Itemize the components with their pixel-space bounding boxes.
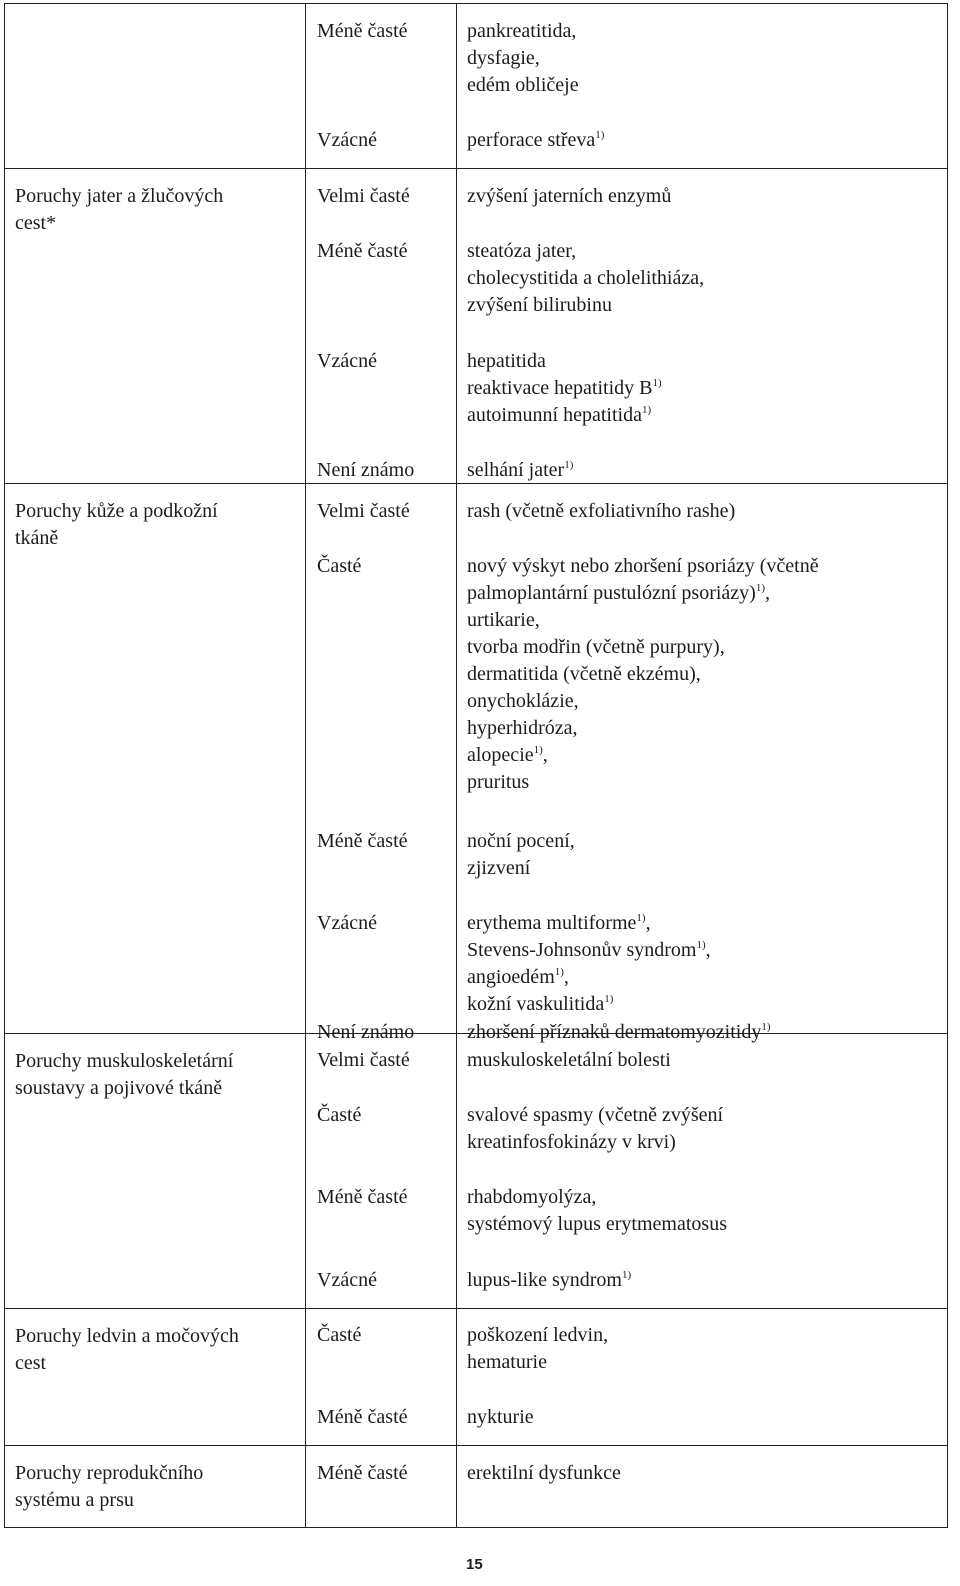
- reaction-text: pankreatitida,: [467, 20, 577, 42]
- frequency-label: Velmi časté: [317, 1049, 410, 1071]
- footnote-marker: 1): [622, 1269, 632, 1281]
- reaction-text: systémový lupus erytmematosus: [467, 1213, 727, 1235]
- reaction-text: steatóza jater,: [467, 240, 577, 262]
- reaction-text: kožní vaskulitida: [467, 993, 605, 1015]
- reaction-line: [467, 855, 530, 882]
- reaction-line: [467, 292, 612, 319]
- reaction-line: [467, 828, 575, 855]
- reaction-text: hyperhidróza,: [467, 717, 578, 739]
- reaction-text: zvýšení jaterních enzymů: [467, 185, 672, 207]
- reaction-line: [467, 1019, 771, 1046]
- reaction-text: erektilní dysfunkce: [467, 1462, 621, 1484]
- reaction-line: [467, 18, 576, 45]
- reaction-line: [467, 375, 662, 402]
- category-label: Poruchy ledvin a močových: [15, 1325, 239, 1347]
- punctuation: ,: [542, 744, 548, 766]
- table-column-border: [947, 3, 948, 1527]
- reaction-line: [467, 1102, 723, 1129]
- punctuation: ,: [705, 939, 711, 961]
- category-label: Poruchy muskuloskeletární: [15, 1050, 234, 1072]
- reaction-text: onychoklázie,: [467, 690, 579, 712]
- reaction-line: [467, 183, 671, 210]
- frequency-label: Vzácné: [317, 129, 377, 151]
- reaction-text: reaktivace hepatitidy B: [467, 377, 653, 399]
- reaction-line: [467, 553, 819, 580]
- frequency-label: Časté: [317, 1324, 362, 1346]
- reaction-line: [467, 607, 540, 634]
- frequency-label: Časté: [317, 555, 362, 577]
- reaction-text: selhání jater: [467, 459, 565, 481]
- footnote-marker: 1): [564, 459, 574, 471]
- page-number: 15: [466, 1556, 483, 1573]
- table-column-border: [456, 3, 457, 1527]
- reaction-text: alopecie: [467, 744, 534, 766]
- reaction-line: [467, 1184, 596, 1211]
- reaction-line: [467, 1267, 631, 1294]
- frequency-label: Méně časté: [317, 1462, 408, 1484]
- reaction-text: dermatitida (včetně ekzému),: [467, 663, 701, 685]
- frequency-label: Vzácné: [317, 350, 377, 372]
- frequency-label: Velmi časté: [317, 185, 410, 207]
- category-label: Poruchy reprodukčního: [15, 1462, 204, 1484]
- reaction-line: [467, 964, 569, 991]
- reaction-line: [467, 1322, 608, 1349]
- reaction-text: nykturie: [467, 1406, 534, 1428]
- reaction-text: urtikarie,: [467, 609, 540, 631]
- category-label: systému a prsu: [15, 1489, 134, 1511]
- table-column-border: [4, 3, 5, 1527]
- reaction-text: svalové spasmy (včetně zvýšení: [467, 1104, 724, 1126]
- reaction-text: cholecystitida a cholelithiáza,: [467, 267, 705, 289]
- table-row-border: [4, 1308, 948, 1309]
- reaction-line: [467, 991, 613, 1018]
- reaction-line: [467, 769, 529, 796]
- reaction-text: angioedém: [467, 966, 555, 988]
- reaction-text: Stevens-Johnsonův syndrom: [467, 939, 697, 961]
- reaction-text: muskuloskeletální bolesti: [467, 1049, 671, 1071]
- reaction-line: [467, 498, 735, 525]
- footnote-marker: 1): [755, 582, 765, 594]
- reaction-line: [467, 238, 576, 265]
- reaction-line: [467, 634, 725, 661]
- frequency-label: Časté: [317, 1104, 362, 1126]
- punctuation: ,: [645, 912, 651, 934]
- reaction-text: poškození ledvin,: [467, 1324, 609, 1346]
- table-column-border: [305, 3, 306, 1527]
- frequency-label: Méně časté: [317, 1406, 408, 1428]
- reaction-line: [467, 1047, 671, 1074]
- frequency-label: Méně časté: [317, 20, 408, 42]
- reaction-line: [467, 580, 770, 607]
- reaction-text: palmoplantární pustulózní psoriázy): [467, 582, 756, 604]
- category-label: cest: [15, 1352, 47, 1374]
- frequency-label: Méně časté: [317, 830, 408, 852]
- reaction-line: [467, 45, 540, 72]
- reaction-line: [467, 1349, 547, 1376]
- reaction-text: dysfagie,: [467, 47, 540, 69]
- footnote-marker: 1): [554, 966, 564, 978]
- reaction-text: lupus-like syndrom: [467, 1269, 622, 1291]
- footnote-marker: 1): [761, 1021, 771, 1033]
- reaction-text: rash (včetně exfoliativního rashe): [467, 500, 736, 522]
- footnote-marker: 1): [696, 939, 706, 951]
- frequency-label: Velmi časté: [317, 500, 410, 522]
- reaction-text: perforace střeva: [467, 129, 596, 151]
- reaction-line: [467, 688, 579, 715]
- reaction-line: [467, 937, 711, 964]
- reaction-text: hematurie: [467, 1351, 547, 1373]
- category-label: soustavy a pojivové tkáně: [15, 1077, 223, 1099]
- reaction-text: noční pocení,: [467, 830, 575, 852]
- reaction-text: pruritus: [467, 771, 530, 793]
- reaction-line: [467, 127, 604, 154]
- table-row-border: [4, 3, 948, 4]
- reaction-text: zjizvení: [467, 857, 531, 879]
- reaction-line: [467, 661, 701, 688]
- reaction-text: tvorba modřin (včetně purpury),: [467, 636, 725, 658]
- reaction-line: [467, 742, 548, 769]
- reaction-line: [467, 910, 651, 937]
- reaction-line: [467, 715, 578, 742]
- punctuation: ,: [563, 966, 569, 988]
- reaction-line: [467, 1211, 727, 1238]
- reaction-line: [467, 457, 573, 484]
- footnote-marker: 1): [636, 912, 646, 924]
- table-row-border: [4, 1527, 948, 1528]
- reaction-text: zhoršení příznaků dermatomyozitidy: [467, 1021, 762, 1043]
- table-row-border: [4, 168, 948, 169]
- reaction-line: [467, 265, 704, 292]
- reaction-line: [467, 402, 651, 429]
- reaction-line: [467, 1404, 534, 1431]
- frequency-label: Méně časté: [317, 240, 408, 262]
- reaction-text: edém obličeje: [467, 74, 579, 96]
- reaction-text: erythema multiforme: [467, 912, 637, 934]
- frequency-label: Není známo: [317, 1021, 415, 1043]
- reaction-text: zvýšení bilirubinu: [467, 294, 612, 316]
- category-label: Poruchy jater a žlučových: [15, 185, 224, 207]
- frequency-label: Vzácné: [317, 912, 377, 934]
- frequency-label: Méně časté: [317, 1186, 408, 1208]
- reaction-line: [467, 1129, 676, 1156]
- reaction-text: hepatitida: [467, 350, 546, 372]
- category-label: Poruchy kůže a podkožní: [15, 500, 218, 522]
- reaction-text: nový výskyt nebo zhoršení psoriázy (včetně: [467, 555, 819, 577]
- footnote-marker: 1): [595, 129, 605, 141]
- footnote-marker: 1): [641, 404, 652, 416]
- reaction-text: autoimunní hepatitida: [467, 404, 642, 426]
- category-label: tkáně: [15, 527, 59, 549]
- reaction-text: rhabdomyolýza,: [467, 1186, 597, 1208]
- frequency-label: Vzácné: [317, 1269, 377, 1291]
- footnote-marker: 1): [533, 744, 543, 756]
- punctuation: ,: [765, 582, 770, 604]
- reaction-line: [467, 72, 579, 99]
- reaction-text: kreatinfosfokinázy v krvi): [467, 1131, 676, 1153]
- footnote-marker: 1): [652, 377, 662, 389]
- reaction-line: [467, 348, 546, 375]
- footnote-marker: 1): [604, 993, 614, 1005]
- category-label: cest*: [15, 212, 57, 234]
- reaction-line: [467, 1460, 621, 1487]
- frequency-label: Není známo: [317, 459, 415, 481]
- table-row-border: [4, 1445, 948, 1446]
